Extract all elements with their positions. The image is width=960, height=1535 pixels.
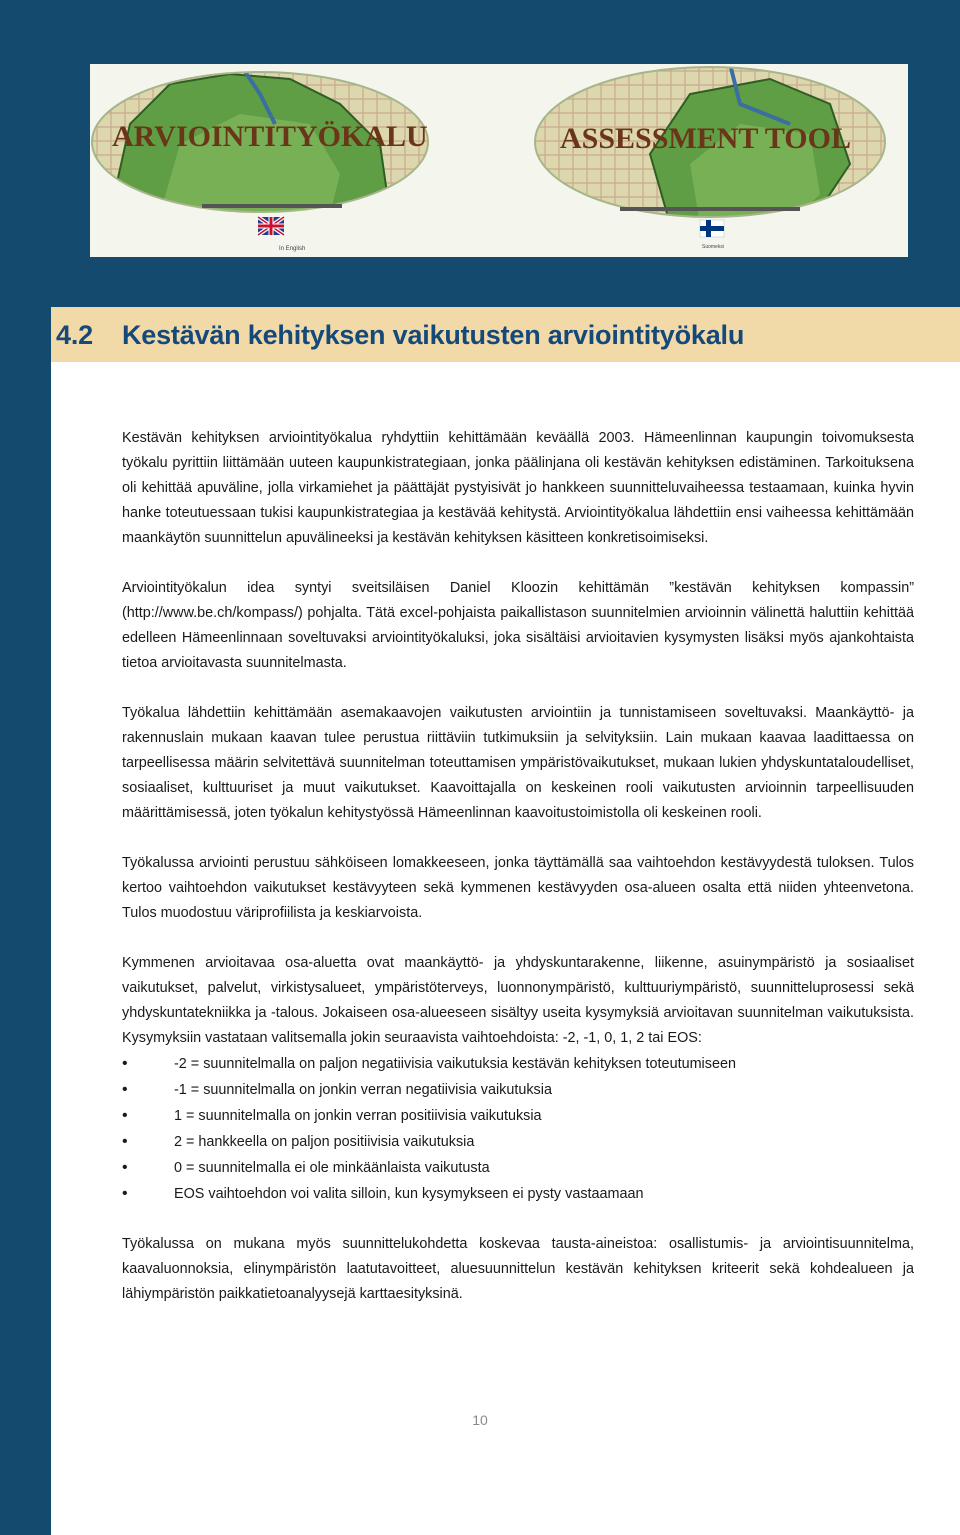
paragraph-5: Kymmenen arvioitavaa osa-aluetta ovat maankäyttö- ja yhdyskuntarakenne, liikenne, asuinympäristö ja sosiaaliset vaikutukset, palvelut, virkistysalueet, ympäristöterveys, luonnonympäristö, kulttuuriympäristö, suunnitteluprosessi sekä yhdyskuntatekniikka ja -talous. Jokaiseen osa-alueeseen sisältyy useita kysymyksiä arvioitavan suunnitelman vaikutuksista. Kysymyksiin vastataan valitsemalla jokin seuraavista vaihtoehdoista: -2, -1, 0, 1, 2 tai EOS: — [122, 955, 914, 1046]
list-item: • -1 = suunnitelmalla on jonkin verran negatiivisia vaikutuksia — [122, 1077, 914, 1103]
list-item: • -2 = suunnitelmalla on paljon negatiivisia vaikutuksia kestävän kehityksen toteutumiseen — [122, 1051, 914, 1077]
list-item: • 1 = suunnitelmalla on jonkin verran positiivisia vaikutuksia — [122, 1103, 914, 1129]
paragraph-2: Arviointityökalun idea syntyi sveitsiläisen Daniel Kloozin kehittämän ”kestävän kehityksen kompassin” (http://www.be.ch/kompass/) pohjalta. Tätä excel-pohjaista paikallistason suunnitelmien arvioinnin välinettä haluttiin kehittää edelleen Hämeenlinnaan soveltuvaksi arviointityökaluksi, joka sisältäisi arvioitavien kysymysten lisäksi myös ajankohtaista tietoa arvioitavasta suunnitelmasta. — [122, 580, 914, 671]
english-link[interactable]: In English — [279, 246, 306, 252]
list-item: • 2 = hankkeella on paljon positiivisia vaikutuksia — [122, 1129, 914, 1155]
list-item: • 0 = suunnitelmalla ei ole minkäänlaista vaikutusta — [122, 1155, 914, 1181]
hero-caption-fi — [202, 204, 342, 208]
hero-image — [90, 64, 908, 257]
section-heading — [56, 320, 744, 351]
hero-title-en: ASSESSMENT TOOL — [560, 122, 851, 155]
list-item: • EOS vaihtoehdon voi valita silloin, kun kysymykseen ei pysty vastaamaan — [122, 1181, 914, 1207]
section-heading-band — [51, 307, 960, 362]
body-text — [122, 426, 914, 1332]
hero-caption-en — [620, 207, 800, 211]
section-number: 4.2 — [56, 320, 93, 350]
paragraph-6: Työkalussa on mukana myös suunnittelukohdetta koskevaa tausta-aineistoa: osallistumis- ja arviointisuunnitelma, kaavaluonnoksia, elinympäristön laatutavoitteet, aluesuunnittelun kestävän kehityksen kriteerit sekä kohdealueen ja lähiympäristön paikkatietoanalyysejä karttaesityksinä. — [122, 1236, 914, 1302]
finnish-flag-icon[interactable] — [700, 220, 724, 237]
left-margin-bar — [0, 0, 51, 1535]
paragraph-4: Työkalussa arviointi perustuu sähköiseen lomakkeeseen, jonka täyttämällä saa vaihtoehdon kestävyydestä tuloksen. Tulos kertoo vaihtoehdon vaikutukset kestävyyteen sekä kymmenen kestävyyden osa-alueen osalta että niiden yhteenvetona. Tulos muodostuu väriprofiilista ja keskiarvoista. — [122, 855, 914, 921]
finnish-link[interactable]: Suomeksi — [702, 244, 724, 250]
assessment-tool-banner — [90, 64, 908, 257]
page-number: 10 — [472, 1412, 488, 1428]
section-title: Kestävän kehityksen vaikutusten arviointityökalu — [122, 320, 745, 350]
hero-title-fi: ARVIOINTITYÖKALU — [112, 120, 428, 153]
uk-flag-icon[interactable] — [258, 217, 284, 235]
paragraph-1: Kestävän kehityksen arviointityökalua ryhdyttiin kehittämään keväällä 2003. Hämeenlinnan kaupungin toivomuksesta työkalu pyrittiin liittämään uuteen kaupunkistrategiaan, jonka päälinjana oli kestävän kehityksen edistäminen. Tarkoituksena oli kehittää apuväline, jolla virkamiehet ja päättäjät pystyisivät jo hankkeen suunnitteluvaiheessa testaamaan, kuinka hyvin hanke toteutuessaan tukisi kaupunkistrategiaa ja kestävää kehitystä. Arviointityökalua lähdettiin ensi vaiheessa kehittämään maankäytön suunnittelun apuvälineeksi ja kestävän kehityksen käsitteen konkretisoimiseksi. — [122, 430, 914, 546]
answer-options-list — [122, 1051, 914, 1207]
paragraph-3: Työkalua lähdettiin kehittämään asemakaavojen vaikutusten arviointiin ja tunnistamiseen soveltuvaksi. Maankäyttö- ja rakennuslain mukaan kaavan tulee perustua riittäviin tutkimuksiin ja selvityksiin. Lain mukaan kaavaa laadittaessa on tarpeellisessa määrin selvitettävä suunnitelman toteuttamisen ympäristövaikutukset, mukaan lukien yhdyskuntataloudelliset, sosiaaliset, kulttuuriset ja muut vaikutukset. Kaavoittajalla on keskeinen rooli vaikutusten arvioinnin tarpeellisuuden määrittämisessä, joten työkalun kehitystyössä Hämeenlinnan kaavoitustoimistolla oli keskeinen rooli. — [122, 705, 914, 821]
